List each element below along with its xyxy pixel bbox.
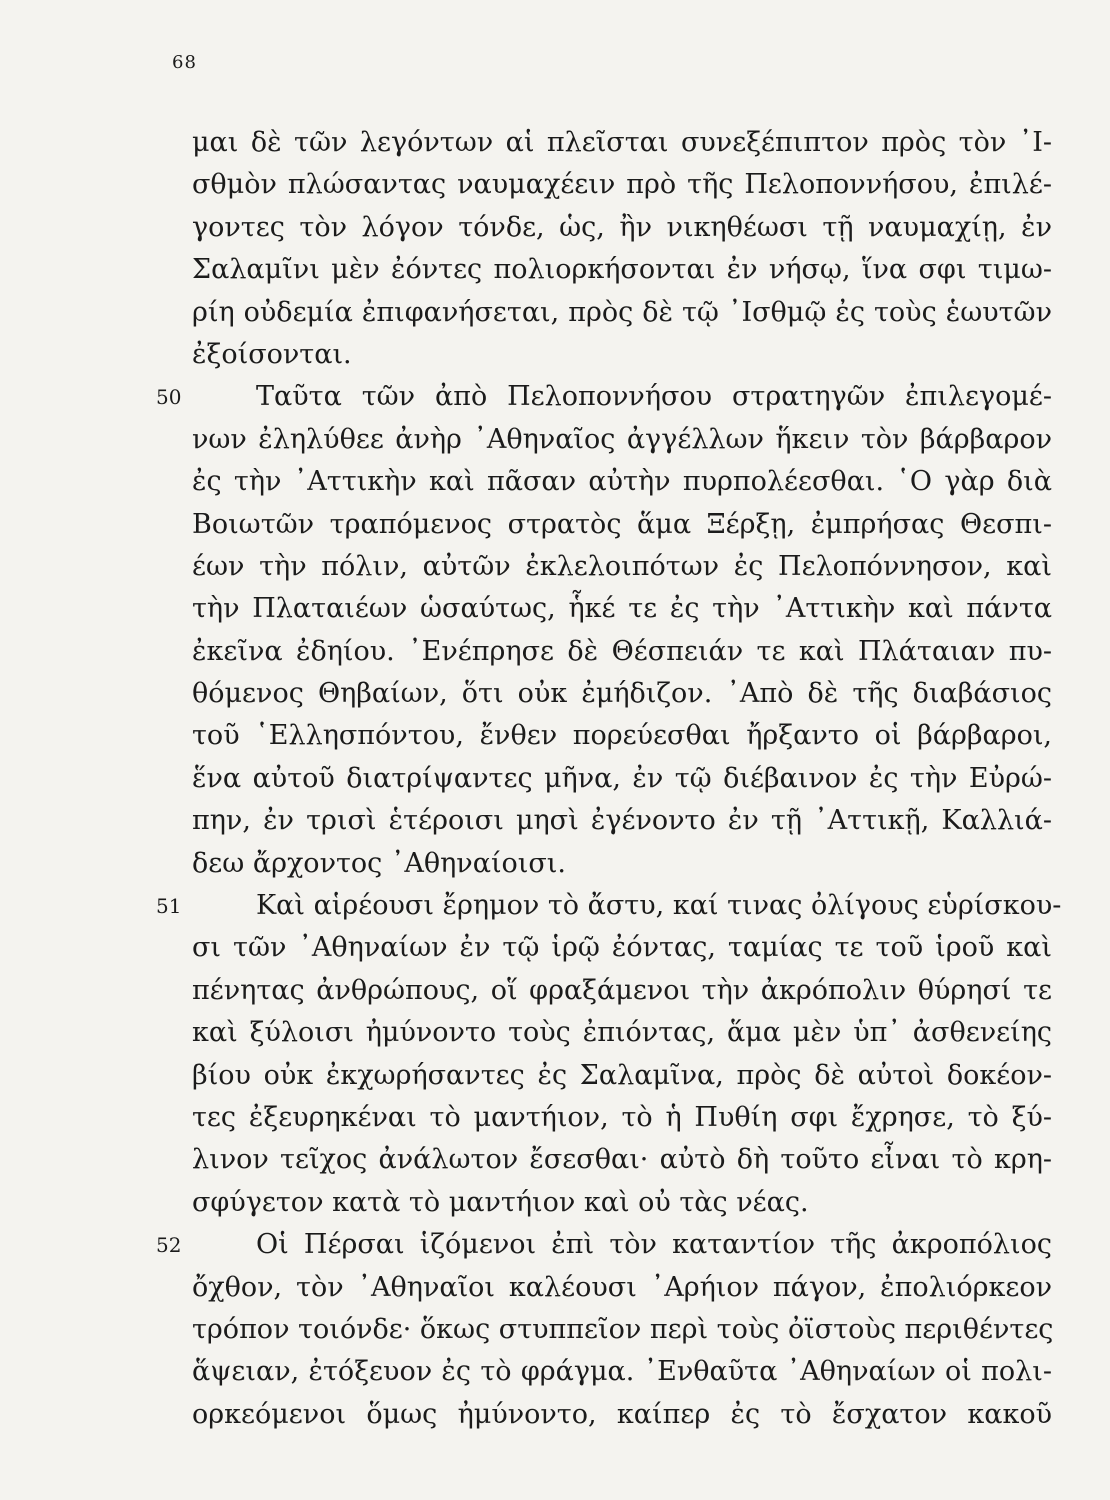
text-line xyxy=(192,546,1052,588)
line-text: νων ἐληλύθεε ἀνὴρ ᾿Αθηναῖος ἀγγέλλων ἥκειν τὸν βάρβαρον xyxy=(192,423,1052,455)
line-text: πένητας ἀνθρώπους, οἵ φραξάμενοι τὴν ἀκρόπολιν θύρησί τε xyxy=(192,974,1052,1006)
text-line xyxy=(192,461,1052,503)
line-text: σφύγετον κατὰ τὸ μαντήιον καὶ οὐ τὰς νέας. xyxy=(192,1186,809,1218)
text-line xyxy=(192,207,1052,249)
line-text: θόμενος Θηβαίων, ὅτι οὐκ ἐμήδιζον. ᾿Απὸ δὲ τῆς διαβάσιος xyxy=(192,678,1052,710)
section-number: 52 xyxy=(156,1233,182,1258)
section-number: 51 xyxy=(156,894,182,919)
text-line xyxy=(192,1394,1052,1436)
text-line xyxy=(192,800,1052,842)
line-text: ορκεόμενοι ὅμως ἠμύνοντο, καίπερ ἐς τὸ ἔσχατον κακοῦ xyxy=(192,1398,1052,1430)
text-line xyxy=(192,758,1052,800)
text-line xyxy=(192,588,1052,630)
text-line xyxy=(156,885,1062,927)
text-line xyxy=(192,843,1052,885)
line-text: ἐκεῖνα ἐδηίου. ᾿Ενέπρησε δὲ Θέσπειάν τε καὶ Πλάταιαν πυ- xyxy=(192,635,1052,667)
line-text: Οἱ Πέρσαι ἱζόμενοι ἐπὶ τὸν καταντίον τῆς ἀκροπόλιος xyxy=(256,1229,1052,1261)
text-line xyxy=(192,164,1052,206)
line-text: δεω ἄρχοντος ᾿Αθηναίοισι. xyxy=(192,847,566,879)
text-line xyxy=(192,1351,1052,1393)
text-line xyxy=(192,1055,1052,1097)
line-text: ρίη οὐδεμία ἐπιφανήσεται, πρὸς δὲ τῷ ᾿Ισθμῷ ἐς τοὺς ἑωυτῶν xyxy=(192,296,1052,328)
text-line xyxy=(192,122,1052,164)
text-line xyxy=(192,673,1052,715)
text-line xyxy=(192,1012,1052,1054)
text-line xyxy=(192,292,1052,334)
text-line xyxy=(192,927,1052,969)
line-text: έων τὴν πόλιν, αὐτῶν ἐκλελοιπότων ἐς Πελοπόννησον, καὶ xyxy=(192,550,1052,582)
line-text: σι τῶν ᾿Αθηναίων ἐν τῷ ἱρῷ ἐόντας, ταμίας τε τοῦ ἱροῦ καὶ xyxy=(192,932,1052,964)
line-text: Καὶ αἱρέουσι ἔρημον τὸ ἄστυ, καί τινας ὀλίγους εὑρίσκου- xyxy=(256,890,1062,922)
line-text: ἕνα αὐτοῦ διατρίψαντες μῆνα, ἐν τῷ διέβαινον ἐς τὴν Εὐρώ- xyxy=(192,762,1052,794)
line-text: τὴν Πλαταιέων ὡσαύτως, ἧκέ τε ἐς τὴν ᾿Αττικὴν καὶ πάντα xyxy=(192,593,1052,625)
line-text: πην, ἐν τρισὶ ἑτέροισι μησὶ ἐγένοντο ἐν τῇ ᾿Αττικῇ, Καλλιά- xyxy=(192,805,1052,837)
line-text: καὶ ξύλοισι ἠμύνοντο τοὺς ἐπιόντας, ἅμα μὲν ὑπ᾿ ἀσθενείης xyxy=(192,1017,1052,1049)
text-line xyxy=(156,1224,1052,1266)
section-number: 50 xyxy=(156,385,182,410)
line-text: ἅψειαν, ἐτόξευον ἐς τὸ φράγμα. ᾿Ενθαῦτα ᾿Αθηναίων οἱ πολι- xyxy=(192,1356,1052,1388)
text-line xyxy=(192,1182,1052,1224)
text-line xyxy=(192,419,1052,461)
line-text: τες ἐξευρηκέναι τὸ μαντήιον, τὸ ἡ Πυθίη σφι ἔχρησε, τὸ ξύ- xyxy=(192,1101,1052,1133)
line-text: γοντες τὸν λόγον τόνδε, ὡς, ἢν νικηθέωσι τῇ ναυμαχίῃ, ἐν xyxy=(192,211,1052,243)
line-text: ἐξοίσονται. xyxy=(192,338,352,370)
line-text: τρόπον τοιόνδε· ὅκως στυππεῖον περὶ τοὺς ὀϊστοὺς περιθέντες xyxy=(192,1313,1054,1345)
line-text: Σαλαμῖνι μὲν ἐόντες πολιορκήσονται ἐν νήσῳ, ἵνα σφι τιμω- xyxy=(192,254,1052,286)
text-line xyxy=(192,504,1052,546)
line-text: τοῦ ῾Ελλησπόντου, ἔνθεν πορεύεσθαι ἤρξαντο οἱ βάρβαροι, xyxy=(192,720,1052,752)
line-text: βίου οὐκ ἐκχωρήσαντες ἐς Σαλαμῖνα, πρὸς δὲ αὐτοὶ δοκέον- xyxy=(192,1059,1052,1091)
line-text: ἐς τὴν ᾿Αττικὴν καὶ πᾶσαν αὐτὴν πυρπολέεσθαι. ῾Ο γὰρ διὰ xyxy=(192,466,1052,498)
text-line xyxy=(192,249,1052,291)
line-text: ὄχθον, τὸν ᾿Αθηναῖοι καλέουσι ᾿Αρήιον πάγον, ἐπολιόρκεον xyxy=(192,1271,1052,1303)
line-text: Βοιωτῶν τραπόμενος στρατὸς ἅμα Ξέρξῃ, ἐμπρήσας Θεσπι- xyxy=(192,508,1052,540)
line-text: σθμὸν πλώσαντας ναυμαχέειν πρὸ τῆς Πελοποννήσου, ἐπιλέ- xyxy=(192,169,1052,201)
text-line xyxy=(192,334,1052,376)
text-line xyxy=(192,1139,1052,1181)
text-line xyxy=(156,376,1052,418)
text-line xyxy=(192,970,1052,1012)
line-text: μαι δὲ τῶν λεγόντων αἱ πλεῖσται συνεξέπιπτον πρὸς τὸν ᾿Ι- xyxy=(192,127,1052,158)
page-number: 68 xyxy=(172,52,197,73)
text-line xyxy=(192,715,1052,757)
text-line xyxy=(192,1097,1052,1139)
body-text xyxy=(156,122,1062,1436)
text-line xyxy=(192,1267,1052,1309)
text-line xyxy=(192,631,1052,673)
line-text: λινον τεῖχος ἀνάλωτον ἔσεσθαι· αὐτὸ δὴ τοῦτο εἶναι τὸ κρη- xyxy=(192,1144,1052,1176)
text-line xyxy=(192,1309,1052,1351)
line-text: Ταῦτα τῶν ἀπὸ Πελοποννήσου στρατηγῶν ἐπιλεγομέ- xyxy=(256,381,1052,413)
